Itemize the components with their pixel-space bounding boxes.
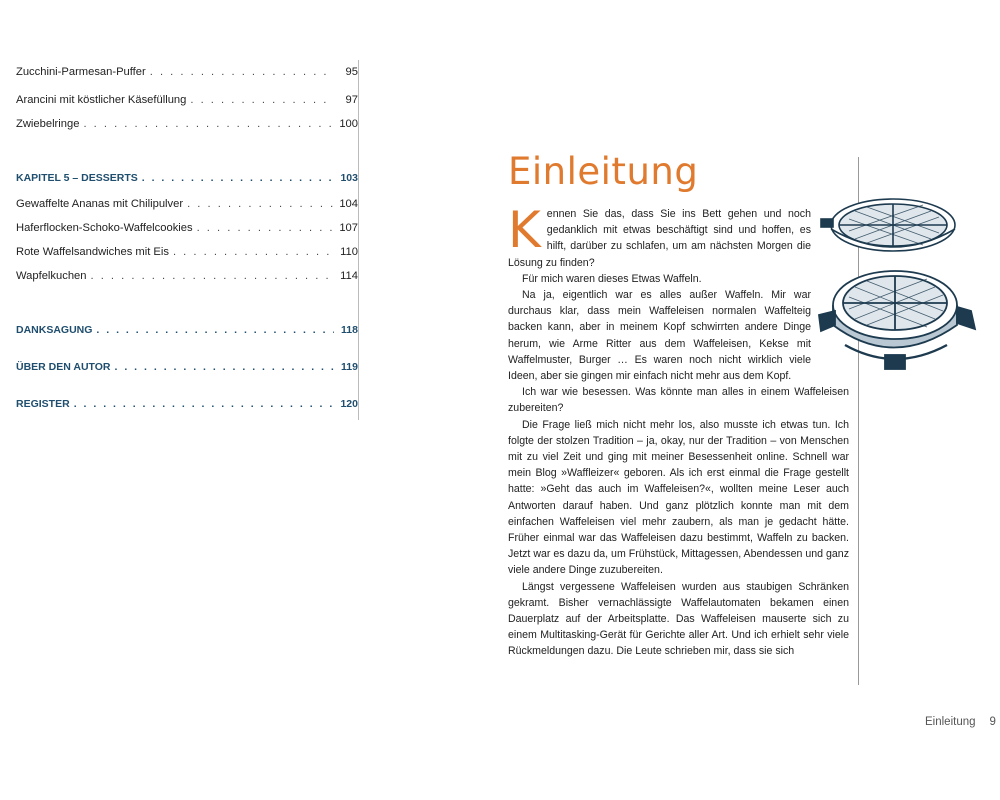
toc-entry-title: Arancini mit köstlicher Käsefüllung: [16, 94, 187, 106]
paragraph: Die Frage ließ mich nicht mehr los, also musste ich etwas tun. Ich folgte der stolzen Tradition – ja, okay, nur der Tradition – von Menschen mit zu viel Zeit und ging mit meiner Besessenheit online. Schnell war mein Blog »Waffleizer« geboren. Als ich erst einmal die Frage gestellt hatte: »Geht das auch im Waffeleisen?«, wollten meine Leser auch Antworten darauf haben. Und ganz plötzlich konnte man mit dem einfachen Waffeleisen viel mehr zaubern, als man je gedacht hätte. Früher einmal war das Waffeleisen dazu bestimmt, Waffeln zu backen. Jetzt war es dazu da, um Frühstück, Mittagessen, Abendessen und ganz viele andere Dinge zuzubereiten.: [508, 418, 849, 577]
chapter-title: Einleitung: [508, 150, 699, 193]
toc-entry-title: Wapfelkuchen: [16, 270, 87, 282]
toc-entry-page: 97: [345, 94, 358, 106]
illustration-wrap-spacer: [811, 206, 849, 376]
toc-entry-title: ÜBER DEN AUTOR: [16, 361, 111, 373]
toc-entry-page: 104: [339, 198, 358, 210]
toc-entry-title: Zwiebelringe: [16, 118, 80, 130]
toc-entry-page: 119: [341, 361, 358, 373]
toc-entry-page: 110: [340, 246, 358, 258]
footer-section: Einleitung: [925, 716, 976, 728]
page-footer: [925, 716, 996, 728]
toc-entry-page: 114: [340, 270, 358, 282]
paragraph: [508, 201, 849, 271]
toc-entry-title: DANKSAGUNG: [16, 324, 93, 336]
paragraph-text: ennen Sie das, dass Sie ins Bett gehen und noch gedanklich mit etwas beschäftigt sind und hoffen, es hilft, darüber zu schlafen, um am nächsten Morgen die Lösung zu finden?: [508, 208, 811, 269]
toc-entry-page: 118: [341, 324, 358, 336]
paragraph: Na ja, eigentlich war es alles außer Waffeln. Mir war durchaus klar, dass mein Waffeleisen normalen Waffelteig backen kann, aber in meinem Kopf schwirrten andere Dinge herum, wie Arme Ritter aus dem Waffeleisen, Kekse mit Waffelmuster, Burger … Es waren noch nicht wirklich viele Ideen, aber sie gingen mir einfach nicht mehr aus dem Kopf.: [508, 289, 811, 383]
toc-entry-title: Gewaffelte Ananas mit Chilipulver: [16, 198, 184, 210]
toc-entry-page: 120: [340, 398, 358, 410]
drop-cap: K: [508, 201, 541, 259]
toc-entry-title: REGISTER: [16, 398, 70, 410]
paragraph: Ich war wie besessen. Was könnte man alles in einem Waffeleisen zubereiten?: [508, 386, 849, 415]
paragraph: Längst vergessene Waffeleisen wurden aus staubigen Schränken gekramt. Bisher vernachlässigte Waffelautomaten bekamen einen Dauerplatz auf der Arbeitsplatte. Das Waffeleisen mauserte sich zu einem Multitasking-Gerät für Gerichte aller Art. Und ich erhielt sehr viele Rückmeldungen dazu. Die Leute schrieben mir, dass sie sich: [508, 580, 849, 658]
toc-entry-page: 95: [345, 66, 358, 78]
toc-entry-page: 107: [339, 222, 358, 234]
right-page: [470, 0, 1000, 800]
toc-entry-page: 100: [339, 118, 358, 130]
toc-entry-title: Haferflocken-Schoko-Waffelcookies: [16, 222, 193, 234]
toc-entry-title: KAPITEL 5 – DESSERTS: [16, 172, 138, 184]
page-number: 9: [989, 716, 996, 728]
toc-entry-title: Rote Waffelsandwiches mit Eis: [16, 246, 169, 258]
toc-entry-page: 103: [340, 172, 358, 184]
paragraph: Für mich waren dieses Etwas Waffeln.: [522, 272, 702, 285]
left-page: [0, 0, 470, 800]
article-body: [508, 201, 849, 660]
column-divider: [0, 60, 359, 420]
toc-entry-title: Zucchini-Parmesan-Puffer: [16, 66, 146, 78]
